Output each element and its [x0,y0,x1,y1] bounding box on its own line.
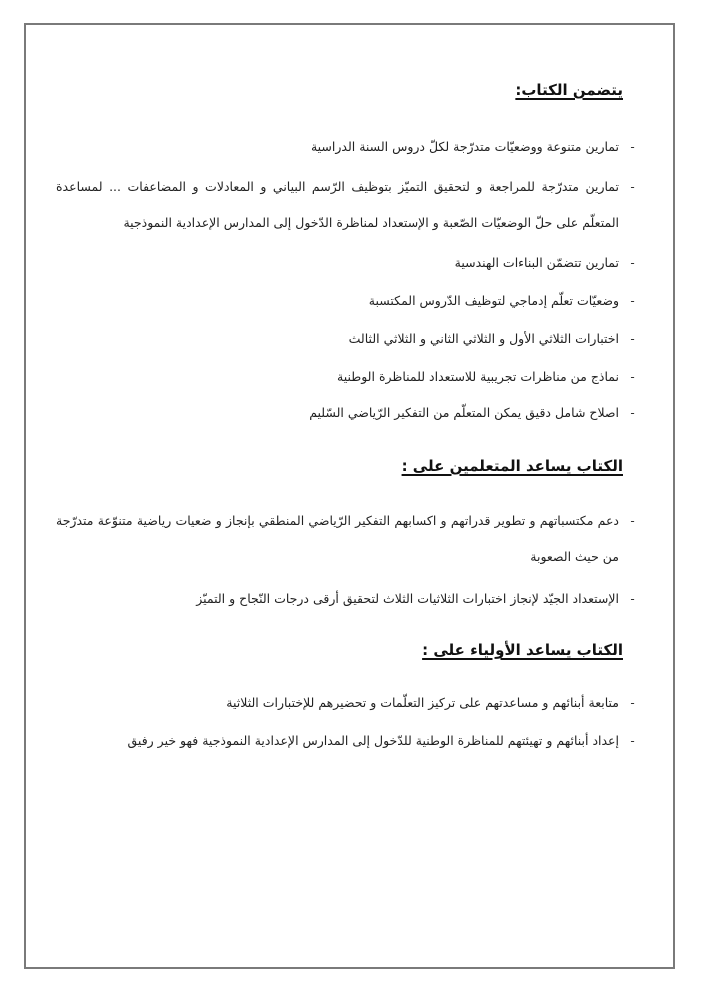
list-item-text: نماذج من مناظرات تجريبية للاستعداد للمناظرة الوطنية [337,369,619,384]
list-item [56,321,646,357]
bullet-dash: - [630,180,635,194]
list-item [56,245,646,281]
list-item [56,169,646,241]
list-item-text: متابعة أبنائهم و مساعدتهم على تركيز التعلّمات و تحضيرهم للإختبارات الثلاثية [226,695,619,710]
list-item-text: إعداد أبنائهم و تهيئتهم للمناظرة الوطنية للدّخول إلى المدارس الإعدادية النموذجية فهو خير رفيق [127,733,619,748]
list-item-text: الإستعداد الجيّد لإنجاز اختبارات الثلاثيات الثلاث لتحقيق أرقى درجات النّجاح و التميّز [196,591,619,606]
bullet-dash: - [630,332,635,346]
bullet-dash: - [630,734,635,748]
list-item-text: اختبارات الثلاثي الأول و الثلاثي الثاني و الثلاثي الثالث [348,331,619,346]
list-item-text: تمارين تتضمّن البناءات الهندسية [454,255,619,270]
document-body [26,25,673,967]
list-item [56,283,646,319]
list-item [56,581,646,617]
bullet-dash: - [630,592,635,606]
bullet-dash: - [630,514,635,528]
list-item [56,395,646,431]
list-item [56,685,646,721]
bullet-dash: - [630,370,635,384]
list-item-text: تمارين متنوعة ووضعيّات متدرّجة لكلّ دروس السنة الدراسية [310,139,619,154]
bullet-dash: - [630,406,635,420]
section-heading-learners: الكتاب يساعد المتعلمين على : [401,457,623,475]
list-item-text: وضعيّات تعلّم إدماجي لتوظيف الدّروس المكتسبة [368,293,619,308]
section-heading-contents: يتضمن الكتاب: [515,81,623,99]
list-item-text: اصلاح شامل دقيق يمكن المتعلّم من التفكير الرّياضي السّليم [309,405,619,420]
bullet-dash: - [630,294,635,308]
list-item [56,359,646,395]
list-item-text: دعم مكتسباتهم و تطوير قدراتهم و اكسابهم التفكير الرّياضي المنطقي بإنجاز و ضعيات رياضية متنوّعة متدرّجة من حيث الصعوبة [56,513,619,564]
list-item [56,503,646,575]
list-item-text: تمارين متدرّجة للمراجعة و لتحقيق التميّز بتوظيف الرّسم البياني و المعادلات و المضاعفات ... لمساعدة المتعلّم على حلّ الوضعيّات الصّعبة و الإستعداد لمناظرة الدّخول إلى المدارس الإعدادية النموذجية [56,179,619,230]
list-item [56,723,646,759]
page-frame [24,23,675,969]
list-item [56,129,646,165]
section-heading-parents: الكتاب يساعد الأولياء على : [422,641,623,659]
bullet-dash: - [630,696,635,710]
bullet-dash: - [630,140,635,154]
bullet-dash: - [630,256,635,270]
